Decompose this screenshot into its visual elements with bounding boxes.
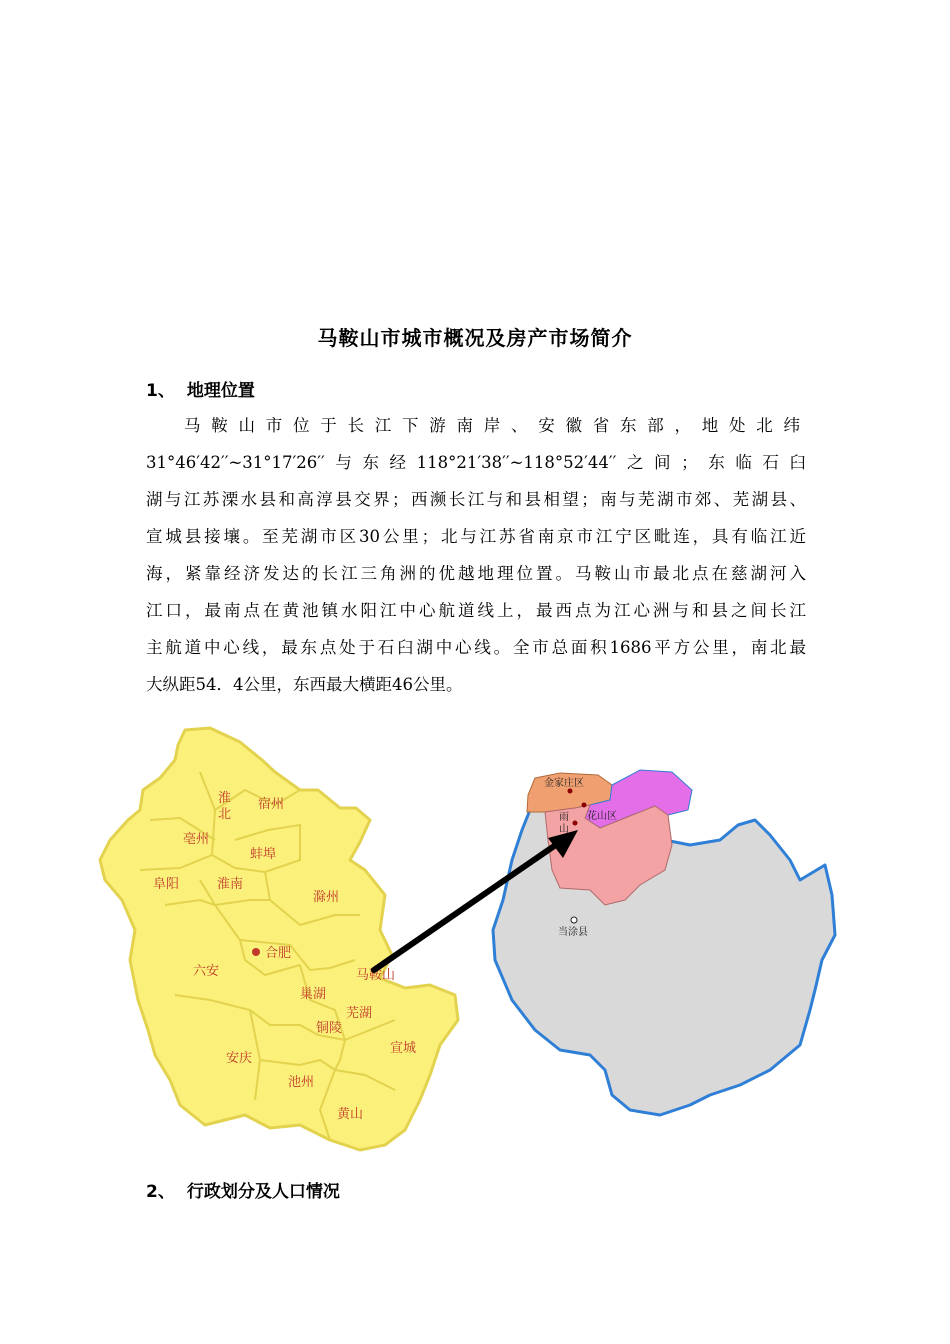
- map-label-huainan: 淮南: [217, 877, 244, 892]
- map-label-wuhu: 芜湖: [346, 1006, 373, 1021]
- red-dot-icon: [252, 948, 260, 956]
- location-dot-icon: [582, 803, 587, 808]
- paragraph-line: 江口，最南点在黄池镇水阳江中心航道线上，最西点为江心洲与和县之间长江: [146, 601, 806, 620]
- map-label-tongling: 铜陵: [316, 1021, 343, 1036]
- location-dot-icon: [571, 917, 577, 923]
- map-label-dangtu: 当涂县: [558, 927, 588, 938]
- paragraph-line: 主航道中心线，最东点处于石臼湖中心线。全市总面积1686平方公里，南北最: [146, 638, 806, 657]
- map-label-huashan: 花山区: [587, 811, 617, 822]
- map-label-bozhou: 亳州: [183, 832, 210, 847]
- map-label-yushan: 山: [559, 824, 569, 835]
- map-label-luan: 六安: [193, 964, 220, 979]
- section-number: 2、: [146, 1182, 175, 1202]
- map-label-chuzhou: 滁州: [313, 890, 340, 905]
- province-outline: [100, 728, 458, 1150]
- map-label-hefei: 合肥: [265, 946, 292, 961]
- province-map: [100, 728, 458, 1150]
- map-label-suzhou: 宿州: [258, 797, 285, 812]
- map-label-huaibei: 北: [218, 807, 232, 822]
- section-heading-text: 地理位置: [186, 381, 255, 401]
- map-label-maanshan: 马鞍山: [356, 968, 396, 983]
- section-heading-administration: [146, 1177, 340, 1202]
- page-title: 马鞍山市城市概况及房产市场简介: [317, 326, 633, 350]
- section-heading-text: 行政划分及人口情况: [186, 1182, 340, 1202]
- map-label-chaohu: 巢湖: [300, 987, 327, 1002]
- map-label-bengbu: 蚌埠: [250, 847, 277, 862]
- map-label-yushan: 雨: [559, 812, 569, 823]
- map-label-fuyang: 阜阳: [153, 877, 180, 892]
- paragraph-line: 31°46′42′′~31°17′26′′与东经118°21′38′′~118°52′44′′之间；东临石臼: [146, 453, 806, 472]
- section-number: 1、: [146, 381, 175, 401]
- map-label-xuancheng: 宣城: [390, 1041, 417, 1056]
- paragraph-line: 大纵距54．4公里，东西最大横距46公里。: [146, 675, 463, 694]
- location-dot-icon: [568, 789, 573, 794]
- map-label-anqing: 安庆: [226, 1051, 253, 1066]
- location-dot-icon: [573, 821, 578, 826]
- paragraph-line: 湖与江苏溧水县和高淳县交界；西濒长江与和县相望；南与芜湖市郊、芜湖县、: [146, 490, 806, 509]
- paragraph-line: 海，紧靠经济发达的长江三角洲的优越地理位置。马鞍山市最北点在慈湖河入: [146, 564, 806, 583]
- map-label-huaibei: 淮: [218, 791, 232, 806]
- map-label-chizhou: 池州: [288, 1075, 315, 1090]
- paragraph-line: 宣城县接壤。至芜湖市区30公里；北与江苏省南京市江宁区毗连，具有临江近: [146, 527, 806, 546]
- city-map: [493, 770, 835, 1115]
- map-label-huangshan: 黄山: [337, 1107, 364, 1122]
- map-label-jinjiazhuang: 金家庄区: [544, 778, 584, 789]
- paragraph-line: 马鞍山市位于长江下游南岸、安徽省东部，地处北纬: [184, 416, 806, 435]
